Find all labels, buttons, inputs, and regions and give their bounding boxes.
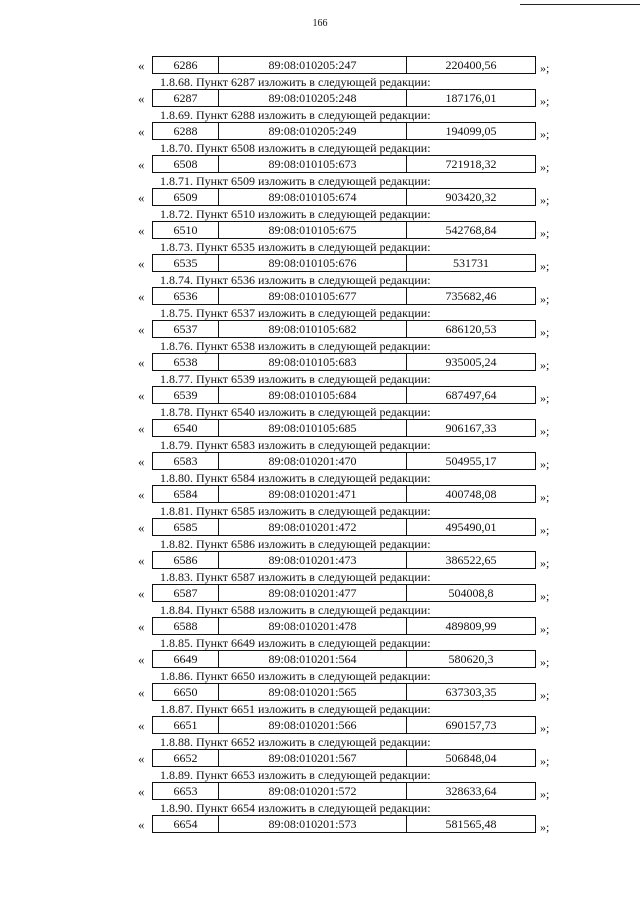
- opening-quote: «: [138, 355, 145, 370]
- row-table: [152, 518, 536, 536]
- cell-value: 935005,24: [445, 355, 497, 369]
- row-table: [152, 716, 536, 734]
- amendment-instruction: 1.8.68. Пункт 6287 изложить в следующей редакции:: [160, 75, 431, 89]
- closing-quote: »;: [540, 61, 550, 75]
- cell-cadastral-number: 89:08:010105:683: [219, 354, 407, 370]
- opening-quote: «: [138, 751, 145, 766]
- cell-value: 220400,56: [445, 58, 497, 72]
- table-row: [0, 650, 640, 670]
- closing-quote: »;: [540, 424, 550, 438]
- cell-cadastral-number: 89:08:010205:248: [219, 90, 407, 106]
- opening-quote: «: [138, 718, 145, 733]
- row-table: [152, 89, 536, 107]
- cell-number: 6584: [153, 486, 219, 502]
- cell-number: 6509: [153, 189, 219, 205]
- closing-quote: »;: [540, 259, 550, 273]
- cell-cadastral-number: 89:08:010105:684: [219, 387, 407, 403]
- table-row: [0, 221, 640, 241]
- cell-cadastral-number: 89:08:010201:566: [219, 717, 407, 733]
- table-row: [0, 56, 640, 76]
- opening-quote: «: [138, 157, 145, 172]
- table-row: [0, 188, 640, 208]
- opening-quote: «: [138, 58, 145, 73]
- cell-value: 531731: [453, 256, 489, 270]
- cell-value: 637303,35: [445, 685, 497, 699]
- cell-cadastral-number: 89:08:010105:673: [219, 156, 407, 172]
- table-row: [0, 320, 640, 340]
- cell-cadastral-number: 89:08:010201:573: [219, 816, 407, 832]
- cell-number: 6288: [153, 123, 219, 139]
- amendment-instruction: 1.8.86. Пункт 6650 изложить в следующей редакции:: [160, 669, 431, 683]
- row-table: [152, 353, 536, 371]
- cell-value: 187176,01: [445, 91, 497, 105]
- table-row: [0, 518, 640, 538]
- row-table: [152, 485, 536, 503]
- table-row: [0, 815, 640, 835]
- closing-quote: »;: [540, 655, 550, 669]
- closing-quote: »;: [540, 226, 550, 240]
- cell-value: 906167,33: [445, 421, 497, 435]
- closing-quote: »;: [540, 820, 550, 834]
- cell-number: 6535: [153, 255, 219, 271]
- closing-quote: »;: [540, 754, 550, 768]
- amendment-instruction: 1.8.76. Пункт 6538 изложить в следующей редакции:: [160, 339, 431, 353]
- amendment-instruction: 1.8.75. Пункт 6537 изложить в следующей редакции:: [160, 306, 431, 320]
- row-table: [152, 749, 536, 767]
- cell-value: 504955,17: [445, 454, 497, 468]
- cell-cadastral-number: 89:08:010201:473: [219, 552, 407, 568]
- row-table: [152, 188, 536, 206]
- opening-quote: «: [138, 124, 145, 139]
- closing-quote: »;: [540, 160, 550, 174]
- cell-value: 328633,64: [445, 784, 497, 798]
- cell-value: 489809,99: [445, 619, 497, 633]
- opening-quote: «: [138, 289, 145, 304]
- closing-quote: »;: [540, 523, 550, 537]
- table-row: [0, 254, 640, 274]
- closing-quote: »;: [540, 688, 550, 702]
- table-row: [0, 155, 640, 175]
- opening-quote: «: [138, 619, 145, 634]
- cell-number: 6650: [153, 684, 219, 700]
- cell-number: 6510: [153, 222, 219, 238]
- cell-number: 6585: [153, 519, 219, 535]
- cell-value: 735682,46: [445, 289, 497, 303]
- cell-value: 542768,84: [445, 223, 497, 237]
- cell-cadastral-number: 89:08:010201:572: [219, 783, 407, 799]
- opening-quote: «: [138, 388, 145, 403]
- cell-number: 6587: [153, 585, 219, 601]
- cell-number: 6286: [153, 57, 219, 73]
- opening-quote: «: [138, 223, 145, 238]
- row-table: [152, 122, 536, 140]
- amendment-instruction: 1.8.79. Пункт 6583 изложить в следующей редакции:: [160, 438, 431, 452]
- cell-number: 6651: [153, 717, 219, 733]
- closing-quote: »;: [540, 622, 550, 636]
- cell-number: 6538: [153, 354, 219, 370]
- cell-number: 6539: [153, 387, 219, 403]
- table-row: [0, 485, 640, 505]
- amendment-instruction: 1.8.77. Пункт 6539 изложить в следующей редакции:: [160, 372, 431, 386]
- row-table: [152, 815, 536, 833]
- table-row: [0, 353, 640, 373]
- amendment-instruction: 1.8.70. Пункт 6508 изложить в следующей редакции:: [160, 141, 431, 155]
- opening-quote: «: [138, 190, 145, 205]
- closing-quote: »;: [540, 787, 550, 801]
- row-table: [152, 551, 536, 569]
- table-row: [0, 89, 640, 109]
- closing-quote: »;: [540, 292, 550, 306]
- amendment-instruction: 1.8.81. Пункт 6585 изложить в следующей редакции:: [160, 504, 431, 518]
- closing-quote: »;: [540, 127, 550, 141]
- row-table: [152, 56, 536, 74]
- cell-value: 194099,05: [445, 124, 497, 138]
- closing-quote: »;: [540, 457, 550, 471]
- amendment-list: [0, 56, 640, 835]
- row-table: [152, 683, 536, 701]
- cell-value: 495490,01: [445, 520, 497, 534]
- cell-number: 6586: [153, 552, 219, 568]
- closing-quote: »;: [540, 358, 550, 372]
- opening-quote: «: [138, 652, 145, 667]
- row-table: [152, 650, 536, 668]
- cell-value: 504008,8: [448, 586, 494, 600]
- closing-quote: »;: [540, 325, 550, 339]
- cell-number: 6508: [153, 156, 219, 172]
- cell-cadastral-number: 89:08:010201:478: [219, 618, 407, 634]
- cell-cadastral-number: 89:08:010105:677: [219, 288, 407, 304]
- amendment-instruction: 1.8.84. Пункт 6588 изложить в следующей редакции:: [160, 603, 431, 617]
- cell-cadastral-number: 89:08:010201:565: [219, 684, 407, 700]
- opening-quote: «: [138, 586, 145, 601]
- table-row: [0, 749, 640, 769]
- table-row: [0, 584, 640, 604]
- cell-cadastral-number: 89:08:010201:477: [219, 585, 407, 601]
- amendment-instruction: 1.8.80. Пункт 6584 изложить в следующей редакции:: [160, 471, 431, 485]
- table-row: [0, 122, 640, 142]
- cell-number: 6588: [153, 618, 219, 634]
- closing-quote: »;: [540, 94, 550, 108]
- cell-cadastral-number: 89:08:010201:471: [219, 486, 407, 502]
- opening-quote: «: [138, 487, 145, 502]
- page-number: 166: [312, 18, 328, 29]
- row-table: [152, 254, 536, 272]
- opening-quote: «: [138, 454, 145, 469]
- closing-quote: »;: [540, 721, 550, 735]
- cell-value: 386522,65: [445, 553, 497, 567]
- cell-cadastral-number: 89:08:010105:685: [219, 420, 407, 436]
- cell-value: 686120,53: [445, 322, 497, 336]
- cell-number: 6537: [153, 321, 219, 337]
- cell-cadastral-number: 89:08:010105:676: [219, 255, 407, 271]
- cell-cadastral-number: 89:08:010105:682: [219, 321, 407, 337]
- cell-cadastral-number: 89:08:010201:564: [219, 651, 407, 667]
- amendment-instruction: 1.8.73. Пункт 6535 изложить в следующей редакции:: [160, 240, 431, 254]
- cell-cadastral-number: 89:08:010201:567: [219, 750, 407, 766]
- row-table: [152, 617, 536, 635]
- amendment-instruction: 1.8.88. Пункт 6652 изложить в следующей редакции:: [160, 735, 431, 749]
- cell-value: 687497,64: [445, 388, 497, 402]
- row-table: [152, 320, 536, 338]
- row-table: [152, 584, 536, 602]
- opening-quote: «: [138, 685, 145, 700]
- amendment-instruction: 1.8.83. Пункт 6587 изложить в следующей редакции:: [160, 570, 431, 584]
- closing-quote: »;: [540, 589, 550, 603]
- cell-number: 6652: [153, 750, 219, 766]
- amendment-instruction: 1.8.82. Пункт 6586 изложить в следующей редакции:: [160, 537, 431, 551]
- amendment-instruction: 1.8.78. Пункт 6540 изложить в следующей редакции:: [160, 405, 431, 419]
- cell-value: 506848,04: [445, 751, 497, 765]
- table-row: [0, 287, 640, 307]
- amendment-instruction: 1.8.89. Пункт 6653 изложить в следующей редакции:: [160, 768, 431, 782]
- cell-number: 6649: [153, 651, 219, 667]
- cell-cadastral-number: 89:08:010205:249: [219, 123, 407, 139]
- table-row: [0, 683, 640, 703]
- amendment-instruction: 1.8.74. Пункт 6536 изложить в следующей редакции:: [160, 273, 431, 287]
- row-table: [152, 386, 536, 404]
- cell-value: 903420,32: [445, 190, 497, 204]
- cell-value: 581565,48: [445, 817, 497, 831]
- amendment-instruction: 1.8.87. Пункт 6651 изложить в следующей редакции:: [160, 702, 431, 716]
- row-table: [152, 287, 536, 305]
- row-table: [152, 782, 536, 800]
- closing-quote: »;: [540, 391, 550, 405]
- closing-quote: »;: [540, 193, 550, 207]
- cell-value: 580620,3: [448, 652, 494, 666]
- table-row: [0, 716, 640, 736]
- closing-quote: »;: [540, 556, 550, 570]
- cell-cadastral-number: 89:08:010201:470: [219, 453, 407, 469]
- cell-value: 721918,32: [445, 157, 497, 171]
- cell-number: 6653: [153, 783, 219, 799]
- top-rule: [520, 4, 640, 5]
- cell-value: 400748,08: [445, 487, 497, 501]
- cell-value: 690157,73: [445, 718, 497, 732]
- opening-quote: «: [138, 784, 145, 799]
- cell-number: 6287: [153, 90, 219, 106]
- opening-quote: «: [138, 553, 145, 568]
- row-table: [152, 419, 536, 437]
- row-table: [152, 221, 536, 239]
- table-row: [0, 419, 640, 439]
- row-table: [152, 452, 536, 470]
- cell-cadastral-number: 89:08:010205:247: [219, 57, 407, 73]
- cell-number: 6654: [153, 816, 219, 832]
- row-table: [152, 155, 536, 173]
- amendment-instruction: 1.8.71. Пункт 6509 изложить в следующей редакции:: [160, 174, 431, 188]
- amendment-instruction: 1.8.72. Пункт 6510 изложить в следующей редакции:: [160, 207, 431, 221]
- amendment-instruction: 1.8.90. Пункт 6654 изложить в следующей редакции:: [160, 801, 431, 815]
- cell-cadastral-number: 89:08:010201:472: [219, 519, 407, 535]
- table-row: [0, 551, 640, 571]
- cell-cadastral-number: 89:08:010105:674: [219, 189, 407, 205]
- cell-number: 6536: [153, 288, 219, 304]
- cell-cadastral-number: 89:08:010105:675: [219, 222, 407, 238]
- table-row: [0, 782, 640, 802]
- table-row: [0, 386, 640, 406]
- closing-quote: »;: [540, 490, 550, 504]
- opening-quote: «: [138, 520, 145, 535]
- opening-quote: «: [138, 817, 145, 832]
- opening-quote: «: [138, 322, 145, 337]
- cell-number: 6583: [153, 453, 219, 469]
- table-row: [0, 452, 640, 472]
- amendment-instruction: 1.8.85. Пункт 6649 изложить в следующей редакции:: [160, 636, 431, 650]
- opening-quote: «: [138, 421, 145, 436]
- opening-quote: «: [138, 256, 145, 271]
- opening-quote: «: [138, 91, 145, 106]
- cell-number: 6540: [153, 420, 219, 436]
- amendment-instruction: 1.8.69. Пункт 6288 изложить в следующей редакции:: [160, 108, 431, 122]
- table-row: [0, 617, 640, 637]
